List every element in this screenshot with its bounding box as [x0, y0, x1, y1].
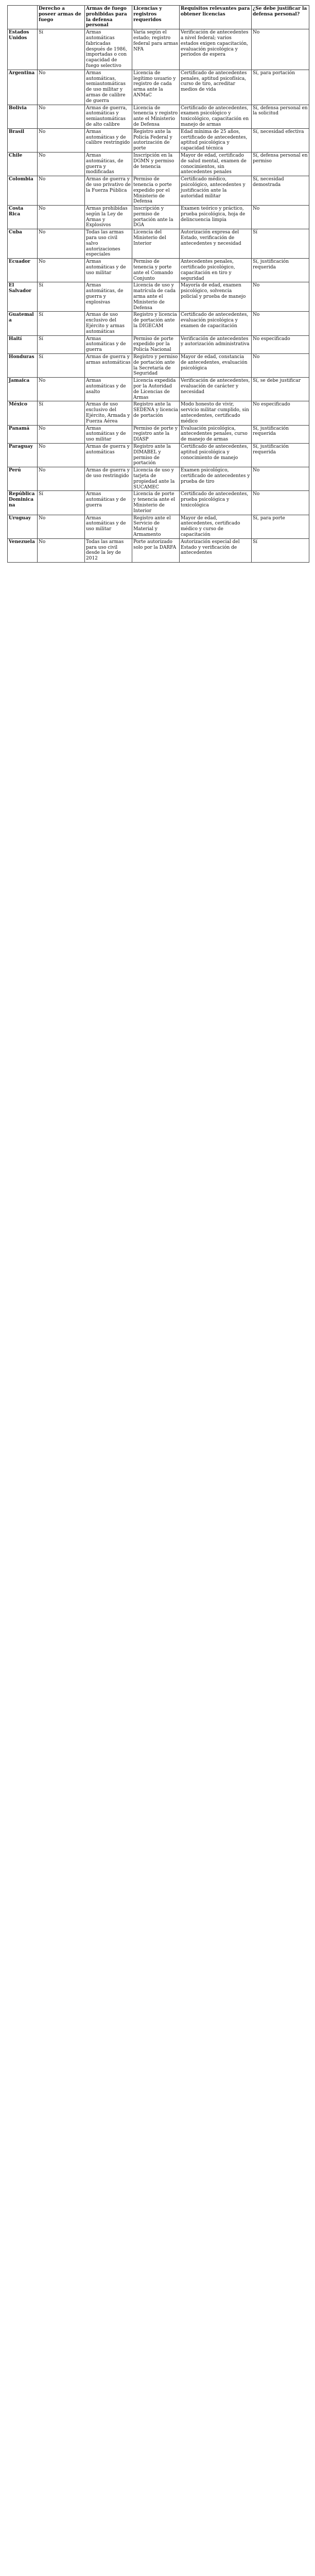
right-cell: No — [38, 152, 85, 176]
right-cell: No — [38, 70, 85, 105]
licenses-cell: Licencia del Ministerio del Interior — [132, 229, 180, 259]
prohibited-cell: Armas de uso exclusivo del Ejército, Armada y Fuerza Aérea — [85, 401, 132, 425]
licenses-cell: Permiso de porte y registro ante la DIASP — [132, 425, 180, 443]
licenses-cell: Permiso de tenencia o porte expedido por el Ministerio de Defensa — [132, 176, 180, 206]
justification-cell: No — [252, 29, 309, 70]
prohibited-cell: Armas de guerra y armas automáticas — [85, 354, 132, 378]
licenses-cell: Registro ante el Servicio de Material y Armamento — [132, 515, 180, 538]
right-cell: No — [38, 176, 85, 206]
prohibited-cell: Armas automáticas y de guerra — [85, 335, 132, 353]
country-cell: El Salvador — [8, 282, 38, 312]
licenses-cell: Inscripción y permiso de portación ante la DGA — [132, 206, 180, 229]
requirements-cell: Modo honesto de vivir, servicio militar cumplido, sin antecedentes, certificado médico — [180, 401, 252, 425]
licenses-cell: Registro ante la Policía Federal y autorización de porte — [132, 128, 180, 152]
licenses-cell: Licencia de tenencia y registro ante el Ministerio de Defensa — [132, 105, 180, 128]
justification-cell: Sí, justificación requerida — [252, 425, 309, 443]
header-cell-right: Derecho a poseer armas de fuego — [38, 6, 85, 29]
right-cell: No — [38, 467, 85, 491]
requirements-cell: Verificación de antecedentes y autorización administrativa — [180, 335, 252, 353]
right-cell: No — [38, 443, 85, 467]
requirements-cell: Certificado de antecedentes, aptitud psicológica y conocimiento de manejo — [180, 443, 252, 467]
country-cell: Colombia — [8, 176, 38, 206]
requirements-cell: Edad mínima de 25 años, certificado de antecedentes, aptitud psicológica y capacidad técnica — [180, 128, 252, 152]
table-row — [8, 152, 309, 176]
prohibited-cell: Armas de guerra y automáticas — [85, 443, 132, 467]
prohibited-cell: Armas prohibidas según la Ley de Armas y Explosivos — [85, 206, 132, 229]
table-row — [8, 467, 309, 491]
licenses-cell: Licencia de uso y tarjeta de propiedad ante la SUCAMEC — [132, 467, 180, 491]
table-row — [8, 229, 309, 259]
country-cell: Costa Rica — [8, 206, 38, 229]
justification-cell: No especificado — [252, 401, 309, 425]
table-row — [8, 354, 309, 378]
justification-cell: No especificado — [252, 335, 309, 353]
justification-cell: Sí, justificación requerida — [252, 443, 309, 467]
header-cell-licenses: Licencias y registros requeridos — [132, 6, 180, 29]
prohibited-cell: Armas automáticas y de uso militar — [85, 515, 132, 538]
prohibited-cell: Armas de guerra y de uso privativo de la Fuerza Pública — [85, 176, 132, 206]
justification-cell: No — [252, 312, 309, 335]
header-cell-requirements: Requisitos relevantes para obtener licencias — [180, 6, 252, 29]
header-cell-justification: ¿Se debe justificar la defensa personal? — [252, 6, 309, 29]
right-cell: No — [38, 229, 85, 259]
justification-cell: No — [252, 467, 309, 491]
licenses-cell: Registro ante la SEDENA y licencia de portación — [132, 401, 180, 425]
justification-cell: Sí, para porte — [252, 515, 309, 538]
justification-cell: Sí, para portación — [252, 70, 309, 105]
prohibited-cell: Armas automáticas y de uso militar — [85, 425, 132, 443]
table-row — [8, 491, 309, 515]
country-cell: Haití — [8, 335, 38, 353]
table-row — [8, 128, 309, 152]
country-cell: Jamaica — [8, 378, 38, 401]
prohibited-cell: Armas automáticas, de guerra y explosivas — [85, 282, 132, 312]
right-cell: No — [38, 425, 85, 443]
licenses-cell: Varía según el estado; registro federal para armas NFA — [132, 29, 180, 70]
table-row — [8, 515, 309, 538]
requirements-cell: Certificado de antecedentes, evaluación psicológica y examen de capacitación — [180, 312, 252, 335]
justification-cell: Sí — [252, 229, 309, 259]
table-row — [8, 312, 309, 335]
table-row — [8, 259, 309, 282]
country-cell: Panamá — [8, 425, 38, 443]
header-cell-country — [8, 6, 38, 29]
justification-cell: Sí, necesidad demostrada — [252, 176, 309, 206]
licenses-cell: Inscripción en la DGMN y permiso de tenencia — [132, 152, 180, 176]
justification-cell: No — [252, 354, 309, 378]
gun-law-comparison-table — [7, 5, 309, 563]
prohibited-cell: Armas de guerra y de uso restringido — [85, 467, 132, 491]
justification-cell: No — [252, 282, 309, 312]
licenses-cell: Permiso de porte expedido por la Policía Nacional — [132, 335, 180, 353]
country-cell: Estados Unidos — [8, 29, 38, 70]
licenses-cell: Porte autorizado solo por la DARFA — [132, 538, 180, 562]
country-cell: Chile — [8, 152, 38, 176]
table-row — [8, 538, 309, 562]
requirements-cell: Examen psicológico, certificado de antecedentes y prueba de tiro — [180, 467, 252, 491]
justification-cell: Sí, justificación requerida — [252, 259, 309, 282]
licenses-cell: Registro ante la DIMABEL y permiso de portación — [132, 443, 180, 467]
right-cell: Sí — [38, 312, 85, 335]
table-row — [8, 401, 309, 425]
prohibited-cell: Todas las armas para uso civil desde la ley de 2012 — [85, 538, 132, 562]
prohibited-cell: Armas automáticas, de guerra y modificadas — [85, 152, 132, 176]
prohibited-cell: Armas automáticas y de uso militar — [85, 259, 132, 282]
table-row — [8, 105, 309, 128]
right-cell: No — [38, 259, 85, 282]
licenses-cell: Permiso de tenencia y porte ante el Comando Conjunto — [132, 259, 180, 282]
requirements-cell: Evaluación psicológica, antecedentes penales, curso de manejo de armas — [180, 425, 252, 443]
requirements-cell: Certificado de antecedentes, prueba psicológica y toxicológica — [180, 491, 252, 515]
prohibited-cell: Todas las armas para uso civil salvo autorizaciones especiales — [85, 229, 132, 259]
country-cell: Venezuela — [8, 538, 38, 562]
country-cell: Guatemala — [8, 312, 38, 335]
country-cell: Bolivia — [8, 105, 38, 128]
table-row — [8, 378, 309, 401]
country-cell: Cuba — [8, 229, 38, 259]
requirements-cell: Certificado de antecedentes penales, aptitud psicofísica, curso de tiro, acreditar medios de vida — [180, 70, 252, 105]
country-cell: México — [8, 401, 38, 425]
prohibited-cell: Armas automáticas y de guerra — [85, 491, 132, 515]
requirements-cell: Examen teórico y práctico, prueba psicológica, hoja de delincuencia limpia — [180, 206, 252, 229]
licenses-cell: Registro y licencia de portación ante la DIGECAM — [132, 312, 180, 335]
country-cell: Ecuador — [8, 259, 38, 282]
table-row — [8, 282, 309, 312]
prohibited-cell: Armas de uso exclusivo del Ejército y armas automáticas — [85, 312, 132, 335]
document-page — [7, 5, 309, 563]
justification-cell: Sí, necesidad efectiva — [252, 128, 309, 152]
right-cell: No — [38, 128, 85, 152]
licenses-cell: Licencia de legítimo usuario y registro de cada arma ante la ANMaC — [132, 70, 180, 105]
header-row — [8, 6, 309, 29]
requirements-cell: Mayor de edad, antecedentes, certificado médico y curso de capacitación — [180, 515, 252, 538]
requirements-cell: Mayor de edad, constancia de antecedentes, evaluación psicológica — [180, 354, 252, 378]
licenses-cell: Registro y permiso de portación ante la Secretaría de Seguridad — [132, 354, 180, 378]
right-cell: No — [38, 378, 85, 401]
licenses-cell: Licencia de uso y matrícula de cada arma ante el Ministerio de Defensa — [132, 282, 180, 312]
requirements-cell: Verificación de antecedentes a nivel federal; varios estados exigen capacitación, evaluación psicológica y periodos de espera — [180, 29, 252, 70]
right-cell: Sí — [38, 282, 85, 312]
country-cell: República Dominicana — [8, 491, 38, 515]
table-row — [8, 29, 309, 70]
right-cell: No — [38, 538, 85, 562]
justification-cell: No — [252, 491, 309, 515]
table-row — [8, 70, 309, 105]
justification-cell: Sí, defensa personal en la solicitud — [252, 105, 309, 128]
country-cell: Honduras — [8, 354, 38, 378]
country-cell: Paraguay — [8, 443, 38, 467]
table-row — [8, 206, 309, 229]
table-row — [8, 443, 309, 467]
right-cell: Sí — [38, 29, 85, 70]
right-cell: No — [38, 105, 85, 128]
licenses-cell: Licencia expedida por la Autoridad de Licencias de Armas — [132, 378, 180, 401]
prohibited-cell: Armas automáticas y de asalto — [85, 378, 132, 401]
licenses-cell: Licencia de porte y tenencia ante el Ministerio de Interior — [132, 491, 180, 515]
country-cell: Argentina — [8, 70, 38, 105]
right-cell: Sí — [38, 335, 85, 353]
requirements-cell: Mayor de edad, certificado de salud mental, examen de conocimientos, sin antecedentes penales — [180, 152, 252, 176]
right-cell: Sí — [38, 491, 85, 515]
right-cell: No — [38, 206, 85, 229]
country-cell: Perú — [8, 467, 38, 491]
justification-cell: No — [252, 206, 309, 229]
justification-cell: Sí — [252, 538, 309, 562]
justification-cell: Sí, defensa personal en permiso — [252, 152, 309, 176]
right-cell: Sí — [38, 401, 85, 425]
justification-cell: Sí, se debe justificar — [252, 378, 309, 401]
requirements-cell: Verificación de antecedentes, evaluación de carácter y necesidad — [180, 378, 252, 401]
country-cell: Uruguay — [8, 515, 38, 538]
requirements-cell: Certificado de antecedentes, examen psicológico y toxicológico, capacitación en manejo de armas — [180, 105, 252, 128]
table-row — [8, 176, 309, 206]
country-cell: Brasil — [8, 128, 38, 152]
prohibited-cell: Armas de guerra, automáticas y semiautomáticas de alto calibre — [85, 105, 132, 128]
prohibited-cell: Armas automáticas, semiautomáticas de uso militar y armas de calibre de guerra — [85, 70, 132, 105]
requirements-cell: Certificado médico, psicológico, antecedentes y justificación ante la autoridad militar — [180, 176, 252, 206]
table-row — [8, 335, 309, 353]
header-cell-prohibited: Armas de fuego prohibidas para la defensa personal — [85, 6, 132, 29]
prohibited-cell: Armas automáticas y de calibre restringido — [85, 128, 132, 152]
requirements-cell: Antecedentes penales, certificado psicológico, capacitación en tiro y seguridad — [180, 259, 252, 282]
right-cell: Sí — [38, 354, 85, 378]
prohibited-cell: Armas automáticas fabricadas después de 1986, importadas o con capacidad de fuego selectivo — [85, 29, 132, 70]
requirements-cell: Autorización especial del Estado y verificación de antecedentes — [180, 538, 252, 562]
right-cell: No — [38, 515, 85, 538]
requirements-cell: Autorización expresa del Estado, verificación de antecedentes y necesidad — [180, 229, 252, 259]
requirements-cell: Mayoría de edad, examen psicológico, solvencia policial y prueba de manejo — [180, 282, 252, 312]
table-row — [8, 425, 309, 443]
